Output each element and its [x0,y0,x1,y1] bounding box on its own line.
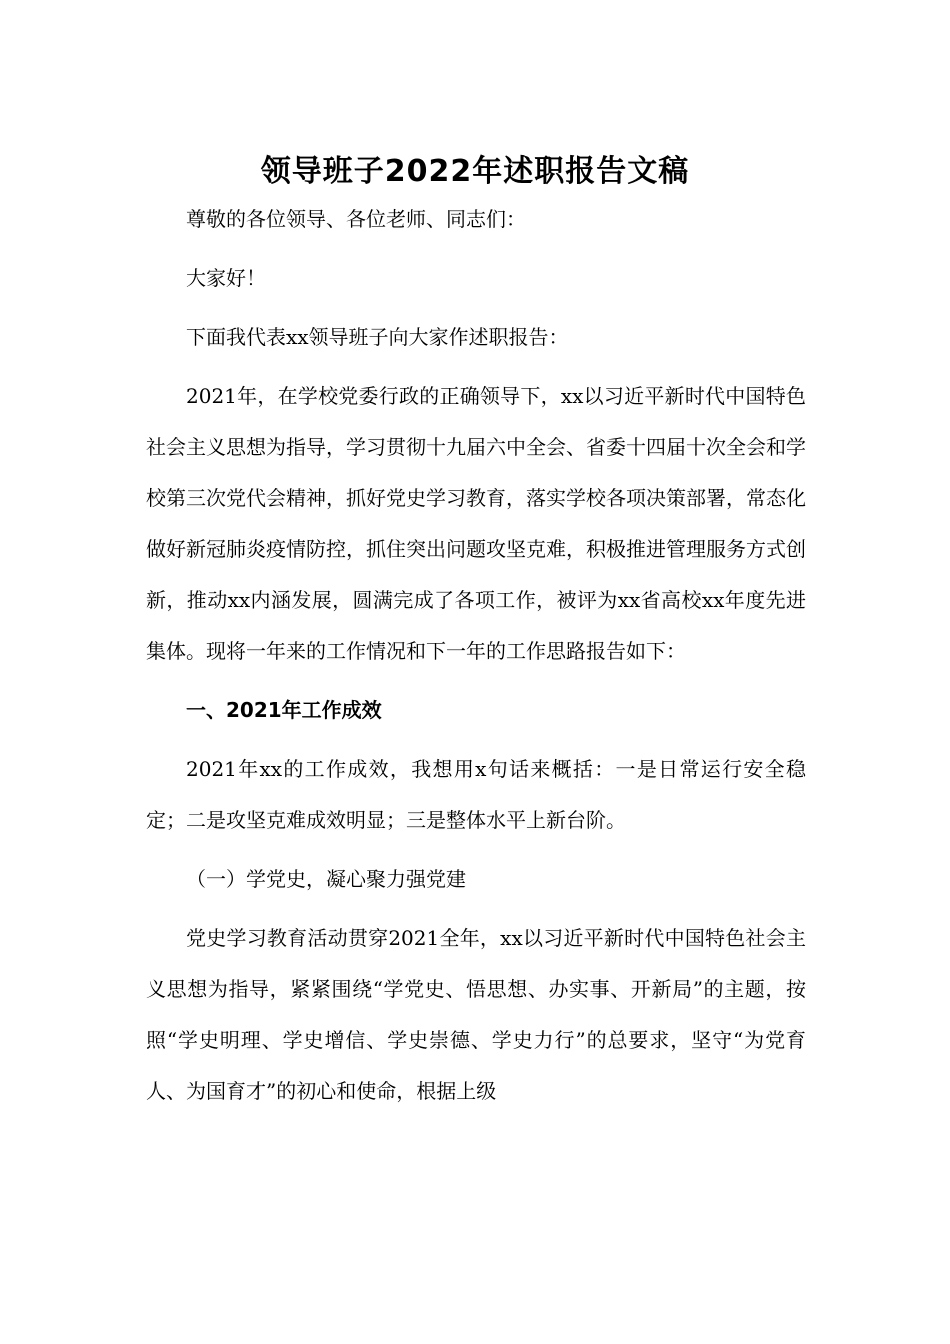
greeting-paragraph: 大家好！ [186,266,266,290]
section-heading-1: 一、2021年工作成效 [186,698,382,722]
subsection-heading-1: （一）学党史，凝心聚力强党建 [186,867,466,891]
salutation-paragraph: 尊敬的各位领导、各位老师、同志们： [186,207,526,231]
document-body [146,186,806,1117]
intro-paragraph: 下面我代表xx领导班子向大家作述职报告： [186,325,569,349]
body-paragraph-3: 党史学习教育活动贯穿2021全年，xx以习近平新时代中国特色社会主义思想为指导，紧紧围绕“学党史、悟思想、办实事、开新局”的主题，按照“学史明理、学史增信、学史崇德、学史力行”的总要求，坚守“为党育人、为国育才”的初心和使命，根据上级 [146,926,806,1103]
body-paragraph-2: 2021年xx的工作成效，我想用x句话来概括：一是日常运行安全稳定；二是攻坚克难成效明显；三是整体水平上新台阶。 [146,757,806,832]
body-paragraph-1: 2021年，在学校党委行政的正确领导下，xx以习近平新时代中国特色社会主义思想为指导，学习贯彻十九届六中全会、省委十四届十次全会和学校第三次党代会精神，抓好党史学习教育，落实学校各项决策部署，常态化做好新冠肺炎疫情防控，抓住突出问题攻坚克难，积极推进管理服务方式创新，推动xx内涵发展，圆满完成了各项工作，被评为xx省高校xx年度先进集体。现将一年来的工作情况和下一年的工作思路报告如下： [146,384,806,663]
document-title: 领导班子2022年述职报告文稿 [260,154,690,189]
